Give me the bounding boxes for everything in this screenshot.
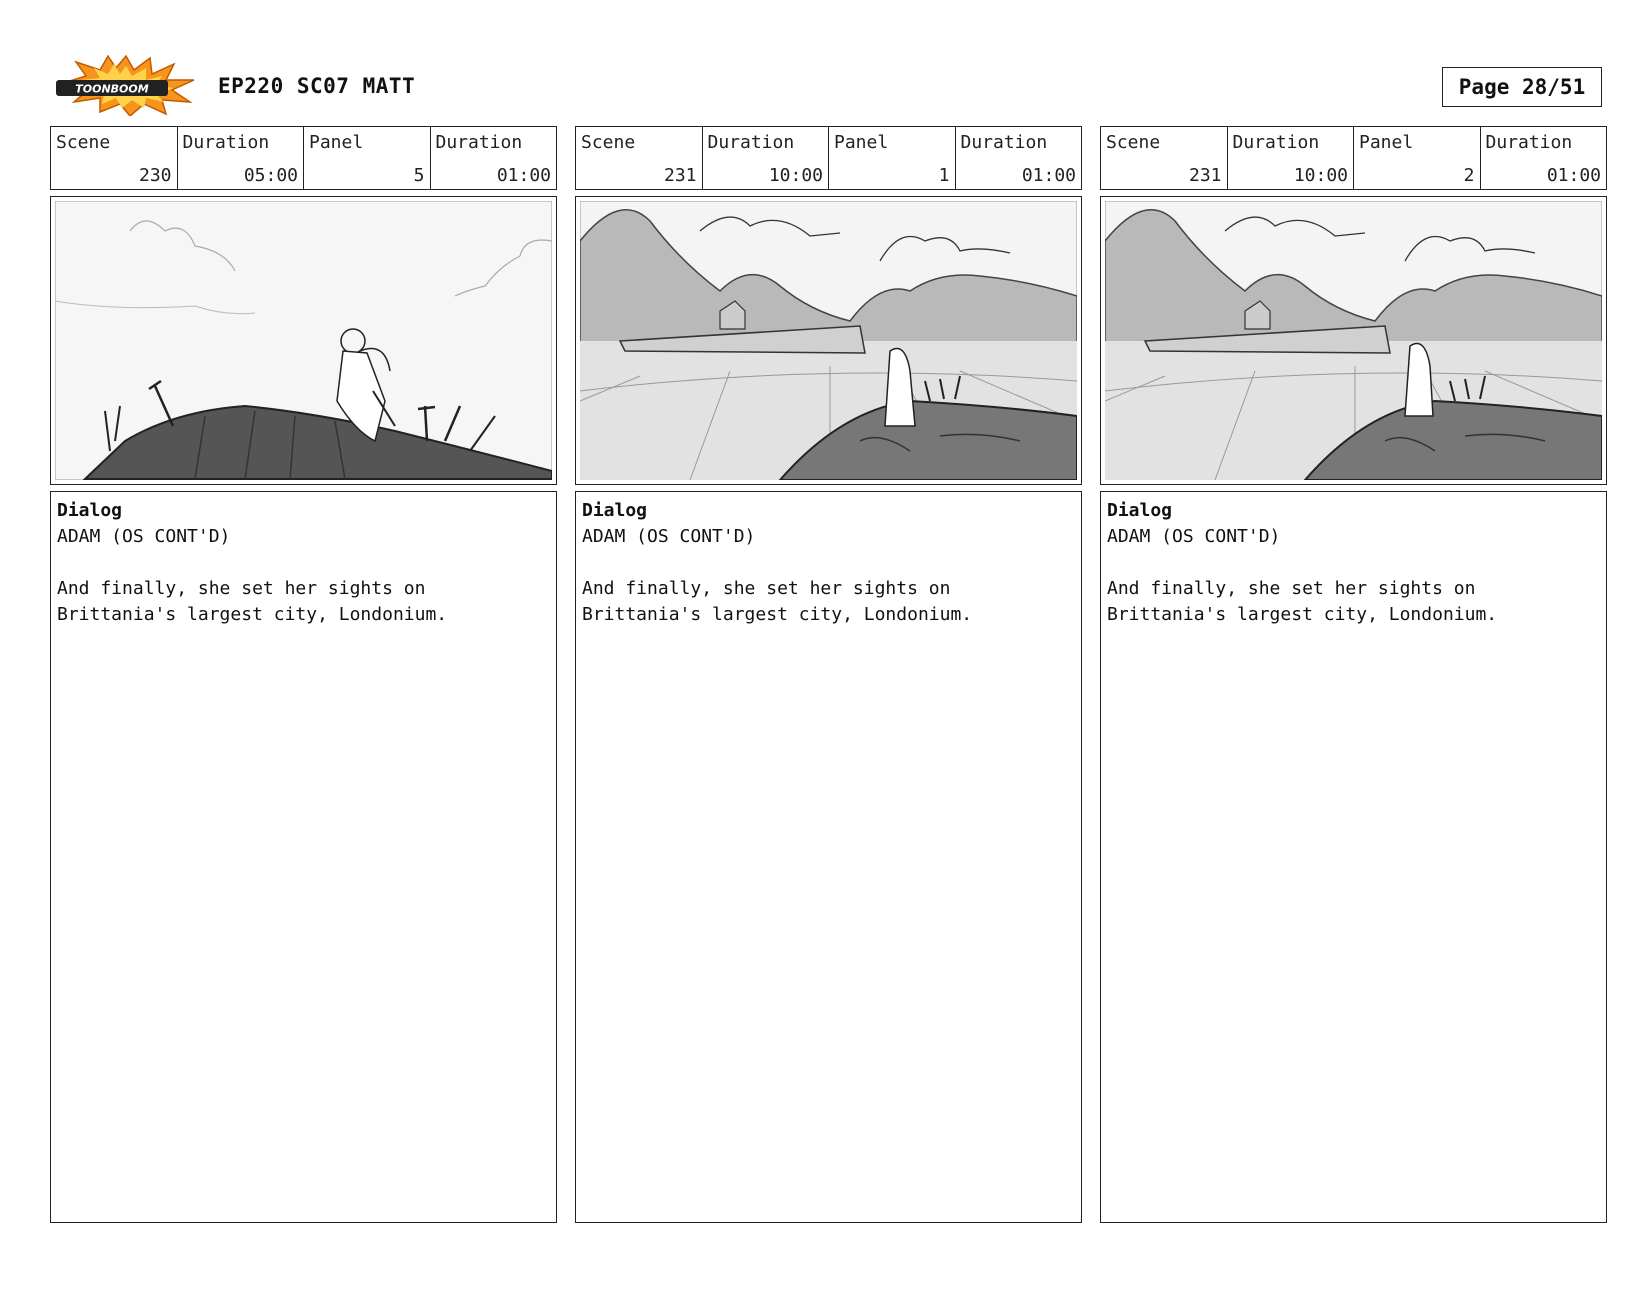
dialog-text-line: Brittania's largest city, Londonium. [57, 604, 448, 625]
scene-cell [51, 127, 178, 189]
panel-label: Panel [834, 132, 889, 153]
scene-duration-value: 05:00 [243, 165, 298, 186]
panel-duration-cell [956, 127, 1082, 189]
toonboom-logo [54, 54, 198, 116]
storyboard-frame [50, 196, 557, 485]
panel-value: 5 [413, 165, 425, 186]
duration-label: Duration [1485, 132, 1573, 153]
duration-label: Duration [182, 132, 270, 153]
scene-value: 231 [663, 165, 697, 186]
storyboard-panel-1 [50, 126, 557, 1223]
panel-duration-value: 01:00 [496, 165, 551, 186]
scene-cell [1101, 127, 1228, 189]
scene-label: Scene [56, 132, 111, 153]
dialog-character: ADAM (OS CONT'D) [582, 526, 756, 547]
dialog-text-line: And finally, she set her sights on [1107, 578, 1476, 599]
scene-label: Scene [581, 132, 636, 153]
panel-label: Panel [1359, 132, 1414, 153]
storyboard-frame [1100, 196, 1607, 485]
dialog-box [575, 491, 1082, 1223]
panel-label: Panel [309, 132, 364, 153]
panel-duration-cell [431, 127, 557, 189]
panel-value: 1 [938, 165, 950, 186]
duration-label: Duration [960, 132, 1048, 153]
scene-value: 230 [138, 165, 172, 186]
dialog-character: ADAM (OS CONT'D) [57, 526, 231, 547]
dialog-heading: Dialog [1107, 500, 1173, 521]
storyboard-panel-3 [1100, 126, 1607, 1223]
scene-value: 231 [1188, 165, 1222, 186]
panel-duration-value: 01:00 [1021, 165, 1076, 186]
dialog-box [50, 491, 557, 1223]
panel-duration-value: 01:00 [1546, 165, 1601, 186]
storyboard-panel-2 [575, 126, 1082, 1223]
duration-label: Duration [1232, 132, 1320, 153]
scene-label: Scene [1106, 132, 1161, 153]
scene-duration-cell [178, 127, 305, 189]
scene-cell [576, 127, 703, 189]
dialog-heading: Dialog [582, 500, 648, 521]
sketch-hill-warrior [55, 201, 552, 480]
page-number: Page 28/51 [1442, 67, 1602, 107]
panel-cell [1354, 127, 1481, 189]
scene-duration-cell [1228, 127, 1355, 189]
page-title: EP220 SC07 MATT [218, 74, 416, 98]
duration-label: Duration [707, 132, 795, 153]
scene-duration-value: 10:00 [1293, 165, 1348, 186]
panel-value: 2 [1463, 165, 1475, 186]
panel-info-table [50, 126, 557, 190]
storyboard-frame [575, 196, 1082, 485]
scene-duration-cell [703, 127, 830, 189]
dialog-text-line: Brittania's largest city, Londonium. [1107, 604, 1498, 625]
logo-text: TOONBOOM [75, 82, 149, 96]
dialog-box [1100, 491, 1607, 1223]
panel-info-table [575, 126, 1082, 190]
dialog-text-line: Brittania's largest city, Londonium. [582, 604, 973, 625]
sketch-city-view [1105, 201, 1602, 480]
panel-duration-cell [1481, 127, 1607, 189]
scene-duration-value: 10:00 [768, 165, 823, 186]
duration-label: Duration [435, 132, 523, 153]
sketch-city-view [580, 201, 1077, 480]
panel-cell [304, 127, 431, 189]
dialog-text-line: And finally, she set her sights on [57, 578, 426, 599]
dialog-heading: Dialog [57, 500, 123, 521]
dialog-text-line: And finally, she set her sights on [582, 578, 951, 599]
dialog-character: ADAM (OS CONT'D) [1107, 526, 1281, 547]
panel-info-table [1100, 126, 1607, 190]
panel-cell [829, 127, 956, 189]
